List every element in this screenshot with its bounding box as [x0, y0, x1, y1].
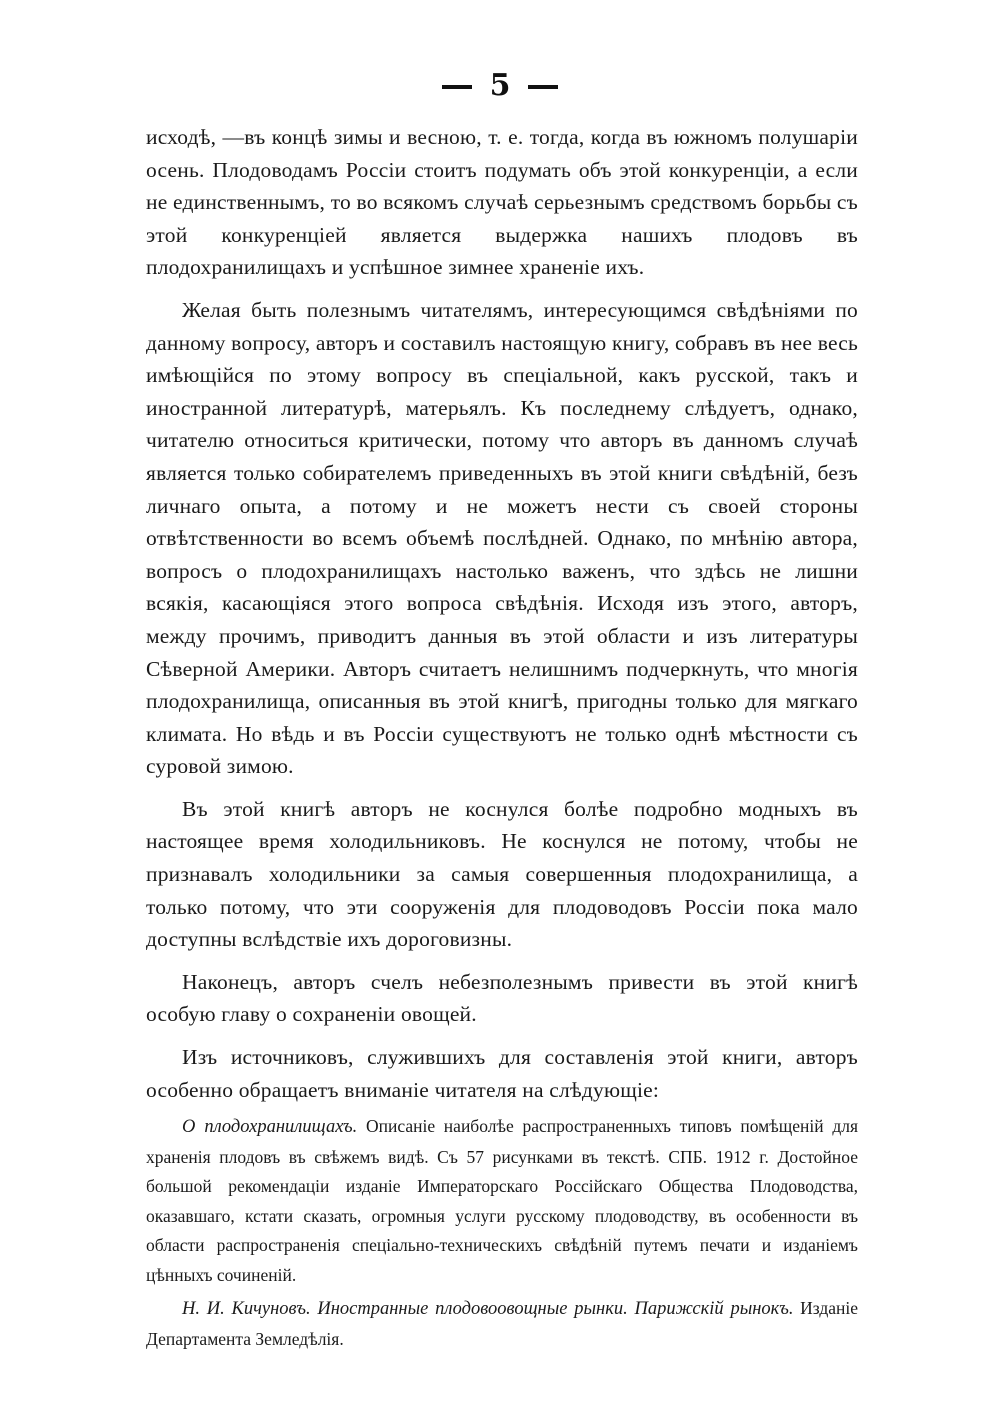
paragraph-vegetables: Наконецъ, авторъ счелъ небезполезнымъ привести въ этой книгѣ особую главу о сохраненіи овощей. — [146, 969, 858, 1027]
paragraph-sources: Изъ источниковъ, служившихъ для составленія этой книги, авторъ особенно обращаетъ вниманіе читателя на слѣдующіе: — [146, 1045, 858, 1102]
right-dash — [528, 85, 558, 89]
reference-item — [146, 1294, 858, 1354]
page-number: 5 — [489, 68, 511, 103]
page-header — [0, 68, 1000, 103]
reference-text: Изданіе Департамента Земледѣлія. — [146, 1298, 858, 1349]
paragraph-purpose: Желая быть полезнымъ читателямъ, интересующимся свѣдѣніями по данному вопросу, авторъ и составилъ настоящую книгу, собравъ въ нее весь имѣющійся по этому вопросу въ спеціальной, какъ русской, такъ и иностранной литературѣ, матерьялъ. Къ последнему слѣдуетъ, однако, читателю относиться критически, потому что авторъ въ данномъ случаѣ является только собирателемъ приведенныхъ въ этой книги свѣдѣній, безъ личнаго опыта, а потому и не можетъ нести съ своей стороны отвѣтственности во всемъ объемѣ послѣдней. Однако, по мнѣнію автора, вопросъ о плодохранилищахъ настолько важенъ, что здѣсь не лишни всякія, касающіяся этого вопроса свѣдѣнія. Исходя изъ этого, авторъ, между прочимъ, приводитъ данныя въ этой области и изъ литературы Сѣверной Америки. Авторъ считаетъ нелишнимъ подчеркнуть, что многія плодохранилища, описанныя въ этой книгѣ, пригодны только для мягкаго климата. Но вѣдь и въ Россіи существуютъ не только однѣ мѣстности съ суровой зимою. — [146, 297, 858, 779]
reference-text: Описаніе наиболѣе распространенныхъ типовъ помѣщеній для храненія плодовъ въ свѣжемъ видѣ. Съ 57 рисунками въ текстѣ. СПБ. 1912 г. Достойное большой рекомендаціи изданіе Императорскаго Россійскаго Общества Плодоводства, оказавшаго, кстати сказать, огромныя услуги русскому плодоводству, въ особенности въ области распространенія спеціально-техническихъ свѣдѣній путемъ печати и изданіемъ цѣнныхъ сочиненій. — [146, 1116, 858, 1285]
reference-title: О плодохранилищахъ. — [182, 1117, 358, 1138]
body-text — [146, 121, 858, 1354]
paragraph-continuation: исходѣ, —въ концѣ зимы и весною, т. е. тогда, когда въ южномъ полушаріи осень. Плодоводамъ Россіи стоитъ подумать объ этой конкуренціи, а если не единственнымъ, то во всякомъ случаѣ серьезнымъ средствомъ борьбы съ этой конкуренціей является выдержка нашихъ плодовъ въ плодохранилищахъ и успѣшное зимнее храненіе ихъ. — [146, 125, 858, 280]
paragraph-refrigerators: Въ этой книгѣ авторъ не коснулся болѣе подробно модныхъ въ настоящее время холодильниковъ. Не коснулся не потому, чтобы не признавалъ холодильники за самыя совершенныя плодохранилища, а только потому, что эти сооруженія для плодоводовъ Россіи пока мало доступны вслѣдствіе ихъ дороговизны. — [146, 796, 858, 952]
reference-title: Н. И. Кичуновъ. Иностранные плодовоовощные рынки. Парижскій рынокъ. — [182, 1299, 794, 1320]
left-dash — [442, 85, 472, 89]
reference-item — [146, 1112, 858, 1290]
